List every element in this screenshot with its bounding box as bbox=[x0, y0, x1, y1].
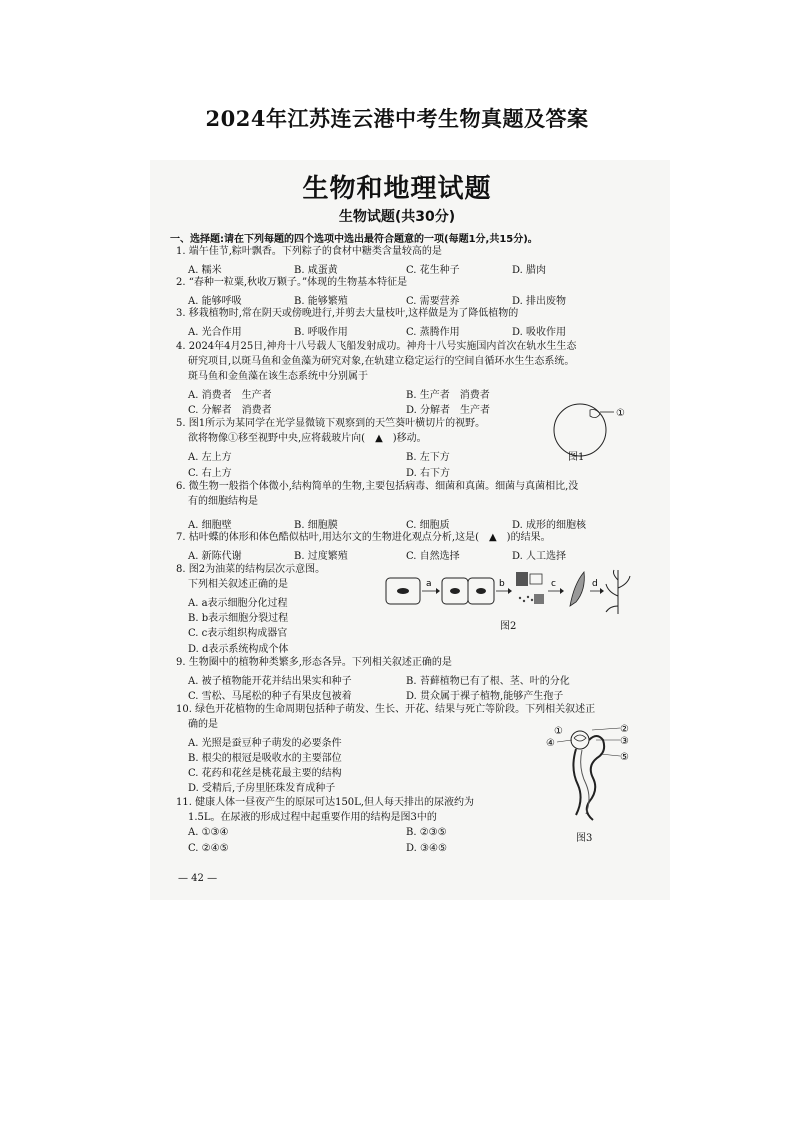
question-1-option-d: D. 腊肉 bbox=[512, 265, 547, 276]
question-7-option-b: B. 过度繁殖 bbox=[294, 551, 348, 562]
question-8-option-d: D. d表示系统构成个体 bbox=[188, 644, 289, 655]
question-5-stem-line-2: 欲将物像①移至视野中央,应将载玻片向( ▲ )移动。 bbox=[188, 433, 427, 444]
question-3-option-a: A. 光合作用 bbox=[188, 327, 242, 338]
figure-3-marker-5: ⑤ bbox=[620, 752, 629, 763]
figure-3-marker-2: ② bbox=[620, 724, 629, 735]
question-4-stem-line-2: 研究项目,以斑马鱼和金鱼藻为研究对象,在轨建立稳定运行的空间自循环水生生态系统。 bbox=[188, 356, 575, 367]
exam-title: 生物和地理试题 bbox=[302, 174, 492, 204]
question-11-option-c: C. ②④⑤ bbox=[188, 843, 229, 854]
question-4-option-b: B. 生产者 消费者 bbox=[406, 390, 490, 401]
question-8-option-a: A. a表示细胞分化过程 bbox=[188, 598, 288, 609]
question-2-option-d: D. 排出废物 bbox=[512, 296, 567, 307]
question-6-stem-line-1: 6. 微生物一般指个体微小,结构简单的生物,主要包括病毒、细菌和真菌。细菌与真菌相比,没 bbox=[176, 481, 579, 492]
question-7-option-a: A. 新陈代谢 bbox=[188, 551, 242, 562]
question-11-option-d: D. ③④⑤ bbox=[406, 843, 447, 854]
question-1-stem: 1. 端午佳节,粽叶飘香。下列粽子的食材中糖类含量较高的是 bbox=[176, 246, 442, 257]
question-10-stem-line-1: 10. 绿色开花植物的生命周期包括种子萌发、生长、开花、结果与死亡等阶段。下列相关叙述正 bbox=[176, 704, 596, 715]
question-3-stem: 3. 移栽植物时,常在阴天或傍晚进行,并剪去大量枝叶,这样做是为了降低植物的 bbox=[176, 308, 519, 319]
figure-2-caption: 图2 bbox=[500, 621, 517, 632]
figure-2-label-d: d bbox=[592, 579, 598, 589]
question-6-option-a: A. 细胞壁 bbox=[188, 520, 232, 531]
figure-2-label-c: c bbox=[551, 579, 556, 589]
question-9-stem: 9. 生物圈中的植物种类繁多,形态各异。下列相关叙述正确的是 bbox=[176, 657, 452, 668]
question-2-option-a: A. 能够呼吸 bbox=[188, 296, 242, 307]
figure-1-marker-1: ① bbox=[616, 408, 625, 419]
question-1-option-c: C. 花生种子 bbox=[406, 265, 460, 276]
question-8-option-b: B. b表示细胞分裂过程 bbox=[188, 613, 289, 624]
question-11-stem-line-2: 1.5L。在尿液的形成过程中起重要作用的结构是图3中的 bbox=[188, 812, 437, 823]
question-8-stem-line-2: 下列相关叙述正确的是 bbox=[188, 579, 288, 590]
question-8-option-c: C. c表示组织构成器官 bbox=[188, 628, 288, 639]
question-11-option-a: A. ①③④ bbox=[188, 827, 229, 838]
question-6-stem-line-2: 有的细胞结构是 bbox=[188, 496, 258, 507]
question-10-option-a: A. 光照是蚕豆种子萌发的必要条件 bbox=[188, 738, 342, 749]
page-number: — 42 — bbox=[178, 873, 218, 884]
question-8-stem-line-1: 8. 图2为油菜的结构层次示意图。 bbox=[176, 564, 326, 575]
question-9-option-b: B. 苔藓植物已有了根、茎、叶的分化 bbox=[406, 676, 570, 687]
question-1-option-a: A. 糯米 bbox=[188, 265, 222, 276]
question-5-stem-line-1: 5. 图1所示为某同学在光学显微镜下观察到的天竺葵叶横切片的视野。 bbox=[176, 418, 486, 429]
question-3-option-c: C. 蒸腾作用 bbox=[406, 327, 460, 338]
question-4-stem-line-3: 斑马鱼和金鱼藻在该生态系统中分别属于 bbox=[188, 371, 368, 382]
exam-subtitle: 生物试题(共30分) bbox=[338, 209, 456, 225]
figure-3-marker-4: ④ bbox=[546, 738, 555, 749]
figure-1-caption: 图1 bbox=[568, 452, 585, 463]
figure-3-marker-1: ① bbox=[554, 726, 563, 737]
figure-3-caption: 图3 bbox=[576, 833, 593, 844]
question-10-option-b: B. 根尖的根冠是吸收水的主要部位 bbox=[188, 753, 342, 764]
question-2-option-b: B. 能够繁殖 bbox=[294, 296, 348, 307]
question-3-option-d: D. 吸收作用 bbox=[512, 327, 567, 338]
question-2-option-c: C. 需要营养 bbox=[406, 296, 460, 307]
figure-2-label-a: a bbox=[426, 579, 432, 589]
question-5-option-c: C. 右上方 bbox=[188, 468, 232, 479]
question-5-option-a: A. 左上方 bbox=[188, 452, 232, 463]
question-10-stem-line-2: 确的是 bbox=[188, 719, 218, 730]
question-10-option-c: C. 花药和花丝是桃花最主要的结构 bbox=[188, 768, 342, 779]
question-10-option-d: D. 受精后,子房里胚珠发育成种子 bbox=[188, 783, 336, 794]
question-7-option-c: C. 自然选择 bbox=[406, 551, 460, 562]
figure-1-microscope-view bbox=[550, 398, 630, 462]
question-6-option-c: C. 细胞质 bbox=[406, 520, 450, 531]
document-title: 2024年江苏连云港中考生物真题及答案 bbox=[205, 106, 589, 131]
question-5-option-d: D. 右下方 bbox=[406, 468, 451, 479]
question-6-option-b: B. 细胞膜 bbox=[294, 520, 338, 531]
question-4-option-d: D. 分解者 生产者 bbox=[406, 405, 491, 416]
question-9-option-a: A. 被子植物能开花并结出果实和种子 bbox=[188, 676, 352, 687]
figure-2-structure-levels bbox=[384, 566, 634, 616]
question-7-option-d: D. 人工选择 bbox=[512, 551, 567, 562]
question-11-option-b: B. ②③⑤ bbox=[406, 827, 447, 838]
figure-2-label-b: b bbox=[499, 579, 505, 589]
question-1-option-b: B. 咸蛋黄 bbox=[294, 265, 338, 276]
question-9-option-d: D. 贯众属于裸子植物,能够产生孢子 bbox=[406, 691, 564, 702]
question-7-stem: 7. 枯叶蝶的体形和体色酷似枯叶,用达尔文的生物进化观点分析,这是( ▲ )的结果。 bbox=[176, 532, 551, 543]
question-4-option-c: C. 分解者 消费者 bbox=[188, 405, 272, 416]
question-9-option-c: C. 雪松、马尾松的种子有果皮包被着 bbox=[188, 691, 352, 702]
question-5-option-b: B. 左下方 bbox=[406, 452, 450, 463]
question-6-option-d: D. 成形的细胞核 bbox=[512, 520, 587, 531]
question-11-stem-line-1: 11. 健康人体一昼夜产生的原尿可达150L,但人每天排出的尿液约为 bbox=[176, 797, 474, 808]
section-heading: 一、选择题:请在下列每题的四个选项中选出最符合题意的一项(每题1分,共15分)。 bbox=[170, 234, 538, 245]
question-2-stem: 2. “春种一粒粟,秋收万颗子。”体现的生物基本特征是 bbox=[176, 277, 408, 288]
question-3-option-b: B. 呼吸作用 bbox=[294, 327, 348, 338]
question-4-stem-line-1: 4. 2024年4月25日,神舟十八号载人飞船发射成功。神舟十八号实施国内首次在轨水生生态 bbox=[176, 341, 577, 352]
question-4-option-a: A. 消费者 生产者 bbox=[188, 390, 272, 401]
figure-3-marker-3: ③ bbox=[620, 736, 629, 747]
